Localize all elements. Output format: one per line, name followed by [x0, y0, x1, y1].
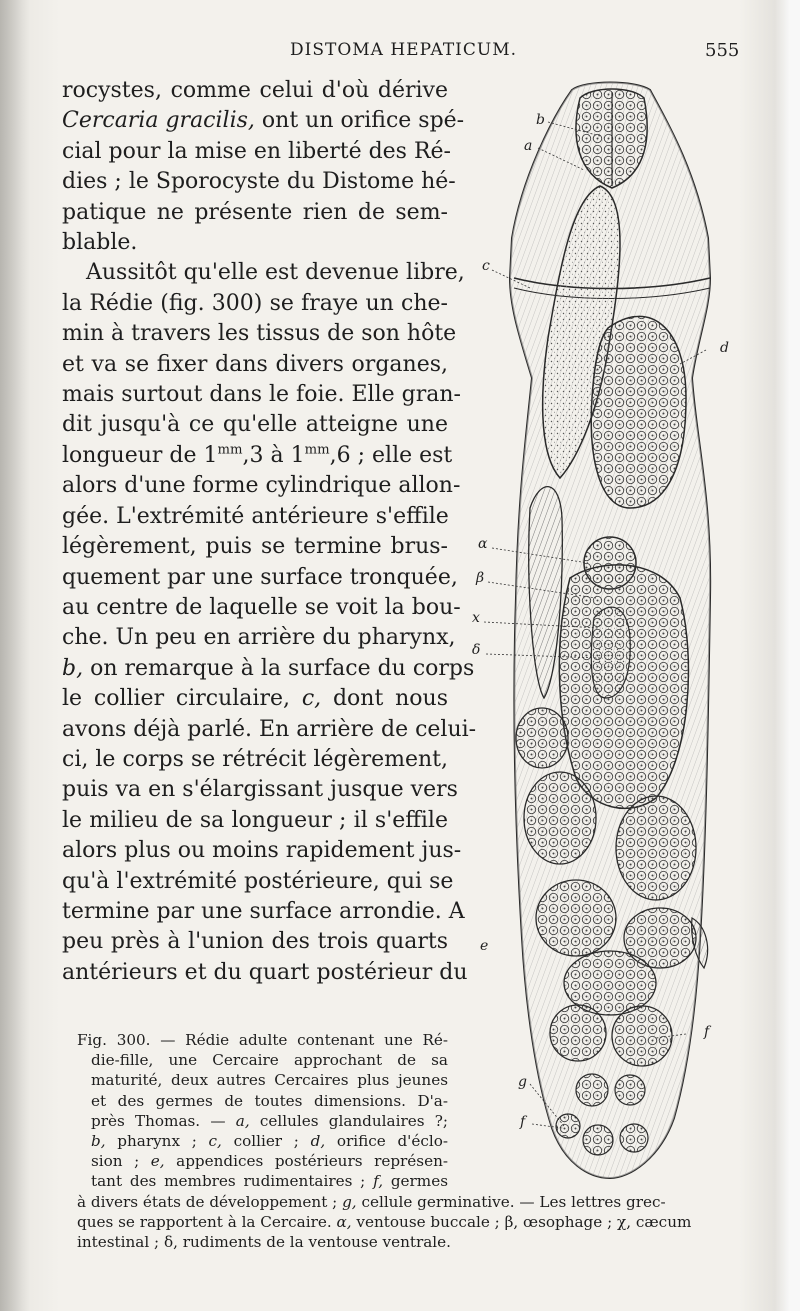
caption-line	[77, 1212, 737, 1232]
text-line: mais surtout dans le foie. Elle gran-	[62, 382, 461, 408]
germ-ball	[524, 772, 596, 864]
text-line: le milieu de sa longueur ; il s'effile	[62, 807, 448, 833]
body-text-column	[62, 76, 477, 988]
text-line: rocystes, comme celui d'où dérive	[62, 78, 448, 103]
figure-label-alpha: α	[478, 536, 488, 552]
text-line: cial pour la mise en liberté des Ré-	[62, 138, 451, 164]
figure-ref-letter: b,	[91, 1132, 106, 1151]
text-run: on remarque à la surface du corps	[83, 655, 475, 681]
text-line: alors plus ou moins rapidement jus-	[62, 838, 462, 864]
figure-label-e: e	[480, 938, 489, 954]
text-line: blable.	[62, 230, 138, 256]
figure-label-b: b	[536, 112, 545, 128]
text-run: ont un orifice spé-	[254, 108, 465, 134]
text-line	[62, 684, 448, 714]
caption-line	[77, 1192, 737, 1212]
caption-line: maturité, deux autres Cercaires plus jeunes	[91, 1071, 448, 1090]
text-run: ,3 à 1	[242, 442, 305, 468]
text-run: orifice d'éclo-	[325, 1132, 448, 1151]
figure-ref-letter: c,	[208, 1132, 222, 1151]
running-head: DISTOMA HEPATICUM.	[290, 40, 518, 60]
text-line: dit jusqu'à ce qu'elle atteigne une	[62, 412, 448, 438]
page-number: 555	[705, 40, 740, 61]
caption-line	[77, 1171, 448, 1191]
text-run: près Thomas. —	[91, 1111, 236, 1130]
text-run: à divers états de développement ;	[77, 1192, 343, 1211]
figure-label-d: d	[720, 340, 729, 356]
text-line: au centre de laquelle se voit la bou-	[62, 594, 461, 620]
figure-label-a: a	[524, 138, 533, 154]
text-run: ,6 ; elle est	[329, 442, 453, 468]
text-run: cellule germinative. — Les lettres grec-	[356, 1192, 666, 1211]
text-run: sion ;	[91, 1152, 151, 1171]
text-line: avons déjà parlé. En arrière de celui-	[62, 716, 477, 742]
figure-ref-letter: α,	[336, 1212, 352, 1231]
text-line	[62, 441, 453, 471]
text-line	[62, 106, 465, 136]
caption-line: Fig. 300. — Rédie adulte contenant une Ré-	[77, 1031, 448, 1049]
text-run: ventouse buccale ; β, œsophage ; χ, cæcum	[351, 1212, 692, 1231]
text-line: peu près à l'union des trois quarts	[62, 929, 448, 955]
unit-superscript: mm	[217, 442, 243, 458]
text-line: et va se fixer dans divers organes,	[62, 351, 448, 377]
text-line: légèrement, puis se termine brus-	[62, 534, 448, 560]
paragraph-1	[62, 76, 465, 258]
text-line: quement par une surface tronquée,	[62, 564, 458, 590]
figure-ref-letter: e,	[150, 1152, 165, 1171]
text-line: alors d'une forme cylindrique allon-	[62, 473, 461, 499]
figure-ref-letter: g,	[342, 1192, 357, 1211]
caption-line	[77, 1111, 448, 1131]
text-run: appendices postérieurs représen-	[164, 1152, 448, 1171]
figure-ref-letter: d,	[310, 1132, 326, 1151]
caption-line	[77, 1131, 448, 1151]
text-line: Aussitôt qu'elle est devenue libre,	[86, 260, 465, 286]
text-line: la Rédie (fig. 300) se fraye un che-	[62, 290, 448, 316]
text-line: ci, le corps se rétrécit légèrement,	[62, 746, 448, 772]
caption-line: die-fille, une Cercaire approchant de sa	[91, 1051, 448, 1070]
figure-label-f: f	[704, 1024, 710, 1040]
caption-line: et des germes de toutes dimensions. D'a-	[91, 1091, 448, 1110]
figure-ref-letter: f,	[373, 1172, 384, 1191]
figure-label-beta: β	[476, 570, 485, 586]
germ-ball	[536, 880, 616, 956]
text-line: gée. L'extrémité antérieure s'effile	[62, 503, 449, 529]
text-line	[62, 654, 475, 684]
caption-line	[77, 1151, 448, 1171]
text-line: che. Un peu en arrière du pharynx,	[62, 625, 456, 651]
text-line: patique ne présente rien de sem-	[62, 199, 448, 225]
species-name: Cercaria gracilis,	[62, 108, 255, 134]
text-run: dont nous	[321, 686, 448, 712]
figure-ref-letter: b,	[62, 655, 84, 681]
text-run: ques se rapportent à la Cercaire.	[77, 1212, 337, 1231]
figure-label-g: g	[518, 1074, 527, 1090]
text-line: qu'à l'extrémité postérieure, qui se	[62, 868, 454, 894]
unit-superscript: mm	[304, 442, 330, 458]
text-line: dies ; le Sporocyste du Distome hé-	[62, 169, 456, 195]
figure-caption	[77, 1030, 737, 1252]
text-line: termine par une surface arrondie. A	[62, 898, 465, 924]
cercaria-body	[559, 565, 688, 809]
text-run: germes	[383, 1172, 448, 1191]
daughter-redia	[591, 316, 686, 508]
text-run: collier ;	[221, 1132, 311, 1151]
text-run: le collier circulaire,	[62, 686, 302, 712]
figure-label-f-lower: f	[520, 1114, 526, 1130]
figure-ref-letter: c,	[301, 686, 322, 712]
text-run: cellules glandulaires ?;	[249, 1111, 448, 1130]
figure-label-chi: x	[472, 610, 480, 626]
figure-label-c: c	[482, 258, 490, 274]
paragraph-2	[62, 258, 477, 988]
text-line: min à travers les tissus de son hôte	[62, 321, 457, 347]
germ-ball	[516, 708, 568, 768]
germ-ball	[616, 796, 696, 900]
figure-ref-letter: a,	[235, 1111, 250, 1130]
figure-label-delta: δ	[472, 642, 481, 658]
caption-line: intestinal ; δ, rudiments de la ventouse ventrale.	[77, 1233, 451, 1252]
text-line: puis va en s'élargissant jusque vers	[62, 777, 458, 803]
text-line: antérieurs et du quart postérieur du	[62, 959, 468, 985]
text-run: tant des membres rudimentaires ;	[91, 1172, 374, 1191]
page-gutter-shadow	[0, 0, 30, 1311]
text-run: longueur de 1	[62, 442, 218, 468]
text-run: pharynx ;	[105, 1132, 209, 1151]
